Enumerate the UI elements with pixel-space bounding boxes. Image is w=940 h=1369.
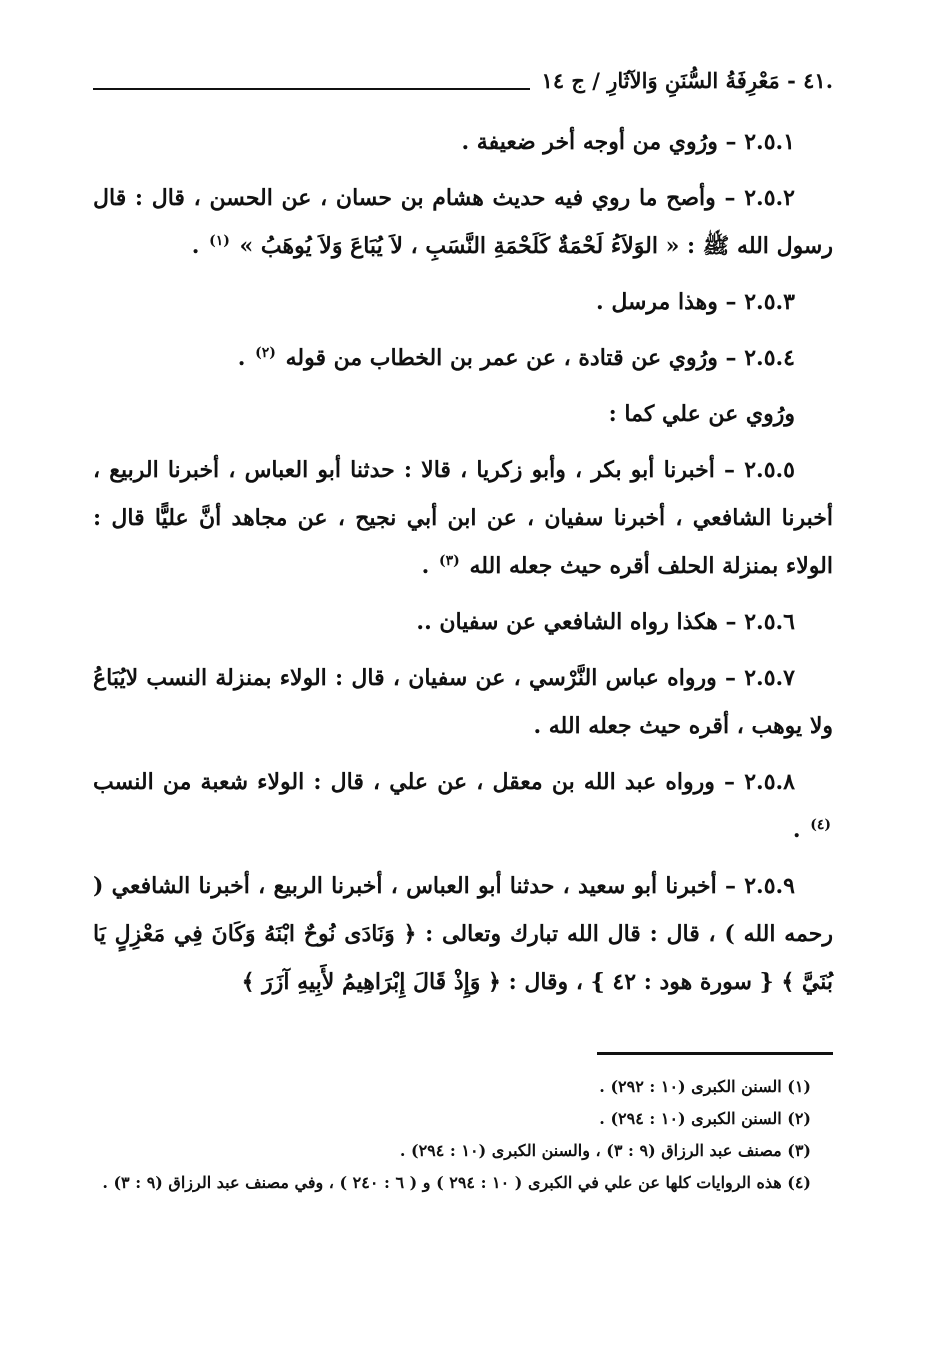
- footnotes: [93, 1072, 833, 1200]
- paragraph-number: ٢.٥.٣: [744, 289, 795, 315]
- paragraph-8: ٢.٥.٨ – ورواه عبد الله بن معقل ، عن علي ، قال : الولاء شعبة من النسب $^{(٤)}$ .: [93, 769, 831, 843]
- paragraph-5: ٢.٥.٥ – أخبرنا أبو بكر ، وأبو زكريا ، قالا : حدثنا أبو العباس ، أخبرنا الربيع ، أخبرنا الشافعي ، أخبرنا سفيان ، عن ابن أبي نجيح ، عن مجاهد أنَّ عليًّا قال : الولاء بمنزلة الحلف أقره حيث جعله الله $^{(٣)}$ .: [93, 457, 833, 579]
- paragraph-number: ٢.٥.٧: [744, 665, 795, 691]
- paragraph-number: ٢.٥.٢: [744, 185, 795, 211]
- paragraph-2: ٢.٥.٢ – وأصح ما روي فيه حديث هشام بن حسان ، عن الحسن ، قال : قال رسول الله ﷺ : « الوَلاَءُ لَحْمَةٌ كَلَحْمَةِ النَّسَبِ ، لاَ يُبَاعَ وَلاَ يُوهَبُ » $^{(١)}$ .: [93, 185, 833, 259]
- footnote-4: (٤) هذه الروايات كلها عن علي في الكبرى ( ١٠ : ٢٩٤ ) و ( ٦ : ٢٤٠ ) ، وفي مصنف عبد الرزاق (٩ : ٣) .: [102, 1173, 811, 1192]
- paragraph-number: ٢.٥.٨: [744, 769, 795, 795]
- paragraph-4: ٢.٥.٤ – ورُوي عن قتادة ، عن عمر بن الخطاب من قوله $^{(٢)}$ .: [237, 344, 795, 371]
- footnote-ref-4[interactable]: (٤): [810, 816, 831, 833]
- header-title: .٤١ - مَعْرِفَةُ السُّنَنِ وَالآثَارِ / ج ١٤: [541, 67, 833, 93]
- paragraph-number: ٢.٥.٤: [744, 345, 795, 371]
- paragraph-number: ٢.٥.٦: [744, 609, 795, 635]
- running-header: [93, 60, 833, 100]
- footnote-3: (٣) مصنف عبد الرزاق (٩ : ٣) ، والسنن الكبرى (١٠ : ٢٩٤) .: [399, 1141, 811, 1160]
- paragraph-tail: .: [421, 553, 437, 579]
- footnote-ref-1[interactable]: (١): [209, 232, 230, 249]
- paragraph-text: وأصح ما روي فيه حديث هشام بن حسان ، عن الحسن ، قال : قال رسول الله ﷺ : « الوَلاَءُ لَحْمَةٌ كَلَحْمَةِ النَّسَبِ ، لاَ يُبَاعَ وَلاَ يُوهَبُ »: [93, 185, 833, 259]
- paragraph-tail: .: [792, 817, 809, 843]
- paragraph-text: ورواه عبد الله بن معقل ، عن علي ، قال : الولاء شعبة من النسب: [93, 769, 715, 795]
- paragraph-text: أخبرنا أبو بكر ، وأبو زكريا ، قالا : حدثنا أبو العباس ، أخبرنا الربيع ، أخبرنا الشافعي ، أخبرنا سفيان ، عن ابن أبي نجيح ، عن مجاهد أنَّ عليًّا قال : الولاء بمنزلة الحلف أقره حيث جعله الله: [93, 457, 833, 579]
- paragraph-1: ٢.٥.١ – ورُوي من أوجه أخر ضعيفة .: [461, 129, 795, 155]
- paragraph-tail: .: [191, 233, 208, 259]
- footnote-ref-3[interactable]: (٣): [439, 552, 460, 569]
- paragraph-3: ٢.٥.٣ – وهذا مرسل .: [596, 289, 795, 315]
- paragraph-intro: [93, 390, 833, 438]
- paragraph-text: ورُوي عن علي كما :: [608, 401, 795, 427]
- paragraph-text: أخبرنا أبو سعيد ، حدثنا أبو العباس ، أخبرنا الربيع ، أخبرنا الشافعي ( رحمه الله ) ، قال : قال الله تبارك وتعالى : ﴿ وَنَادَى نُوحٌ ابْنَهُ وَكَانَ فِي مَعْزِلٍ يَا بُنَيَّ ﴾ { سورة هود : ٤٢ } ، وقال : ﴿ وَإِذْ قَالَ إِبْرَاهِيمُ لأَبِيهِ آزَرَ ﴾: [93, 873, 833, 995]
- paragraph-number: ٢.٥.١: [744, 129, 795, 155]
- paragraph-6: ٢.٥.٦ – هكذا رواه الشافعي عن سفيان ..: [416, 609, 795, 635]
- paragraph-number: ٢.٥.٥: [744, 457, 795, 483]
- paragraph-9: ٢.٥.٩ – أخبرنا أبو سعيد ، حدثنا أبو العباس ، أخبرنا الربيع ، أخبرنا الشافعي ( رحمه الله ) ، قال : قال الله تبارك وتعالى : ﴿ وَنَادَى نُوحٌ ابْنَهُ وَكَانَ فِي مَعْزِلٍ يَا بُنَيَّ ﴾ { سورة هود : ٤٢ } ، وقال : ﴿ وَإِذْ قَالَ إِبْرَاهِيمُ لأَبِيهِ آزَرَ ﴾: [93, 873, 833, 995]
- footnote-separator: [597, 1052, 833, 1055]
- paragraph-text: وهذا مرسل .: [596, 289, 718, 315]
- paragraph-text: ورواه عباس النَّرْسي ، عن سفيان ، قال : الولاء بمنزلة النسب لايُبَاعُ ولا يوهب ، أقره حيث جعله الله .: [93, 665, 833, 739]
- header-rule: [93, 88, 530, 90]
- footnote-2: (٢) السنن الكبرى (١٠ : ٢٩٤) .: [599, 1109, 811, 1128]
- paragraph-tail: .: [237, 345, 254, 371]
- paragraph-text: ورُوي من أوجه أخر ضعيفة .: [461, 129, 718, 155]
- main-text: [93, 118, 833, 1014]
- paragraph-text: ورُوي عن قتادة ، عن عمر بن الخطاب من قوله: [285, 345, 718, 371]
- paragraph-7: ٢.٥.٧ – ورواه عباس النَّرْسي ، عن سفيان ، قال : الولاء بمنزلة النسب لايُبَاعُ ولا يوهب ، أقره حيث جعله الله .: [93, 665, 833, 739]
- paragraph-text: هكذا رواه الشافعي عن سفيان ..: [416, 609, 718, 635]
- footnote-ref-2[interactable]: (٢): [255, 344, 276, 361]
- paragraph-number: ٢.٥.٩: [744, 873, 795, 899]
- footnote-1: (١) السنن الكبرى (١٠ : ٢٩٢) .: [599, 1077, 811, 1096]
